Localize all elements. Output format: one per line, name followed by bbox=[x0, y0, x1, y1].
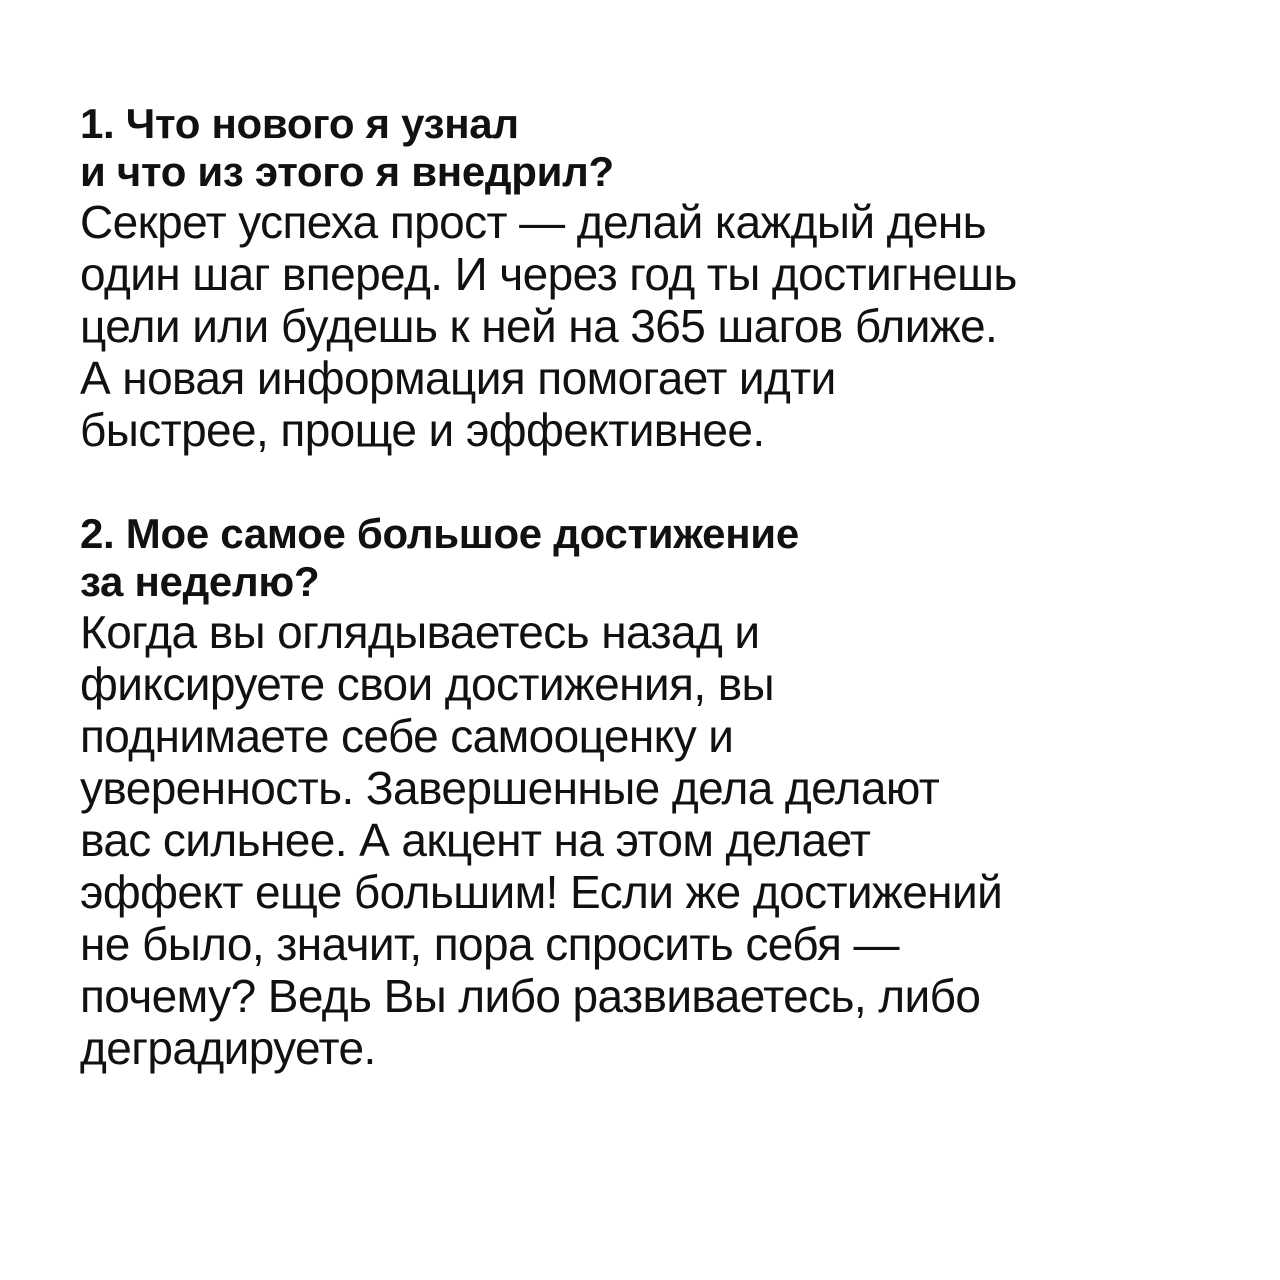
body-line: деградируете. bbox=[80, 1022, 376, 1074]
section-1-heading bbox=[80, 100, 1260, 196]
body-line: Когда вы оглядываетесь назад и bbox=[80, 606, 760, 658]
section-1-body bbox=[80, 196, 1260, 456]
heading-line: 1. Что нового я узнал bbox=[80, 100, 519, 147]
body-line: не было, значит, пора спросить себя — bbox=[80, 918, 899, 970]
section-1 bbox=[80, 100, 1260, 456]
section-2-body bbox=[80, 606, 1260, 1074]
body-line: эффект еще большим! Если же достижений bbox=[80, 866, 1003, 918]
heading-line: 2. Мое самое большое достижение bbox=[80, 510, 799, 557]
body-line: А новая информация помогает идти bbox=[80, 352, 836, 404]
body-line: быстрее, проще и эффективнее. bbox=[80, 404, 765, 456]
document-page bbox=[80, 100, 1260, 1074]
body-line: цели или будешь к ней на 365 шагов ближе. bbox=[80, 300, 998, 352]
heading-line: за неделю? bbox=[80, 558, 320, 605]
body-line: поднимаете себе самооценку и bbox=[80, 710, 734, 762]
section-2-heading bbox=[80, 510, 1260, 606]
heading-line: и что из этого я внедрил? bbox=[80, 148, 614, 195]
body-line: Секрет успеха прост — делай каждый день bbox=[80, 196, 986, 248]
body-line: почему? Ведь Вы либо развиваетесь, либо bbox=[80, 970, 981, 1022]
section-2 bbox=[80, 510, 1260, 1074]
body-line: один шаг вперед. И через год ты достигнешь bbox=[80, 248, 1017, 300]
body-line: фиксируете свои достижения, вы bbox=[80, 658, 774, 710]
body-line: вас сильнее. А акцент на этом делает bbox=[80, 814, 871, 866]
body-line: уверенность. Завершенные дела делают bbox=[80, 762, 940, 814]
